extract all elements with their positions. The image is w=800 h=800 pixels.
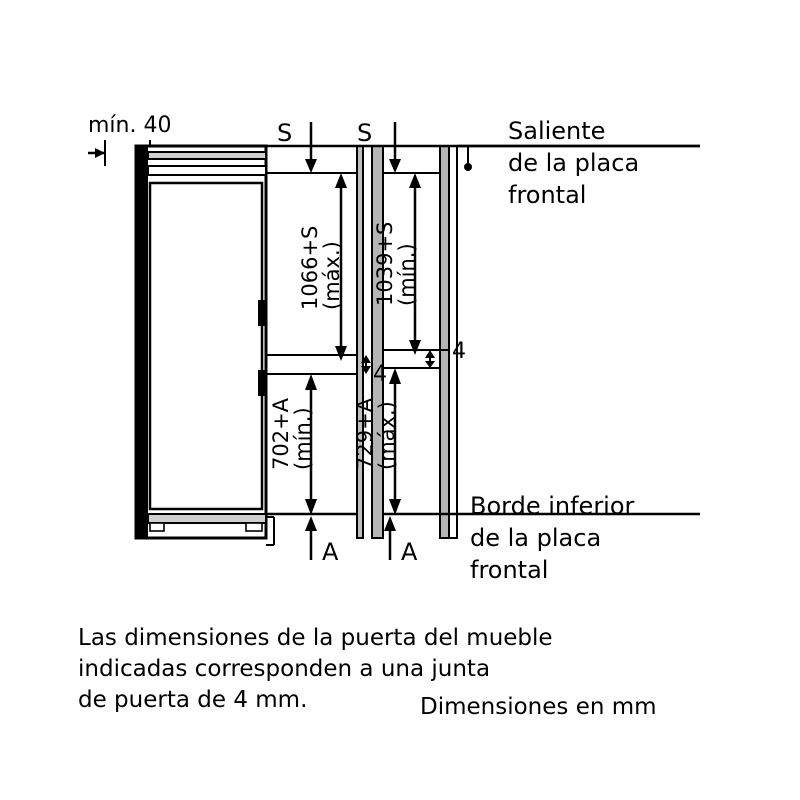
upper-left-dimension-label-line2: (máx.) [320, 241, 344, 310]
callout-bottom-line2: de la placa [470, 524, 602, 552]
upper-left-dimension-label-line1: 1066+S [298, 225, 322, 310]
s-label-right: S [357, 119, 373, 147]
callout-top-line2: de la placa [508, 149, 640, 177]
lower-left-dimension-label-line1: 702+A [269, 397, 293, 470]
a-label-right: A [401, 538, 418, 566]
units-note: Dimensiones en mm [420, 694, 657, 720]
upper-right-dimension-label-line2: (mín.) [395, 243, 419, 306]
lower-right-dimension-label-line2: (máx.) [375, 401, 399, 470]
callout-bottom-line1: Borde inferior [470, 492, 635, 520]
min-depth-label: mín. 40 [88, 113, 172, 138]
callout-top-line3: frontal [508, 181, 587, 209]
callout-top-line1: Saliente [508, 117, 606, 145]
panel-strips [357, 146, 457, 538]
a-dimension-right [384, 516, 396, 560]
callout-bottom-line3: frontal [470, 556, 549, 584]
s-dimension-right [389, 122, 401, 173]
gap-label-inner: 4 [373, 362, 387, 387]
door-gap-note-line2: indicadas corresponden a una junta [78, 656, 491, 682]
lower-left-dimension-label-line2: (mín.) [291, 407, 315, 470]
s-label-left: S [277, 119, 293, 147]
gap-label-outer: 4 [452, 339, 466, 364]
a-dimension-left [305, 516, 317, 560]
a-label-left: A [322, 538, 339, 566]
s-dimension-left [305, 122, 317, 173]
lower-right-dimension-label-line1: 729+A [353, 397, 377, 470]
gap-marker-outer [425, 350, 435, 368]
door-gap-note-line1: Las dimensiones de la puerta del mueble [78, 625, 553, 651]
appliance-side-view [136, 146, 274, 545]
door-gap-note-line3: de puerta de 4 mm. [78, 687, 308, 713]
upper-right-dimension-label-line1: 1039+S [373, 221, 397, 306]
